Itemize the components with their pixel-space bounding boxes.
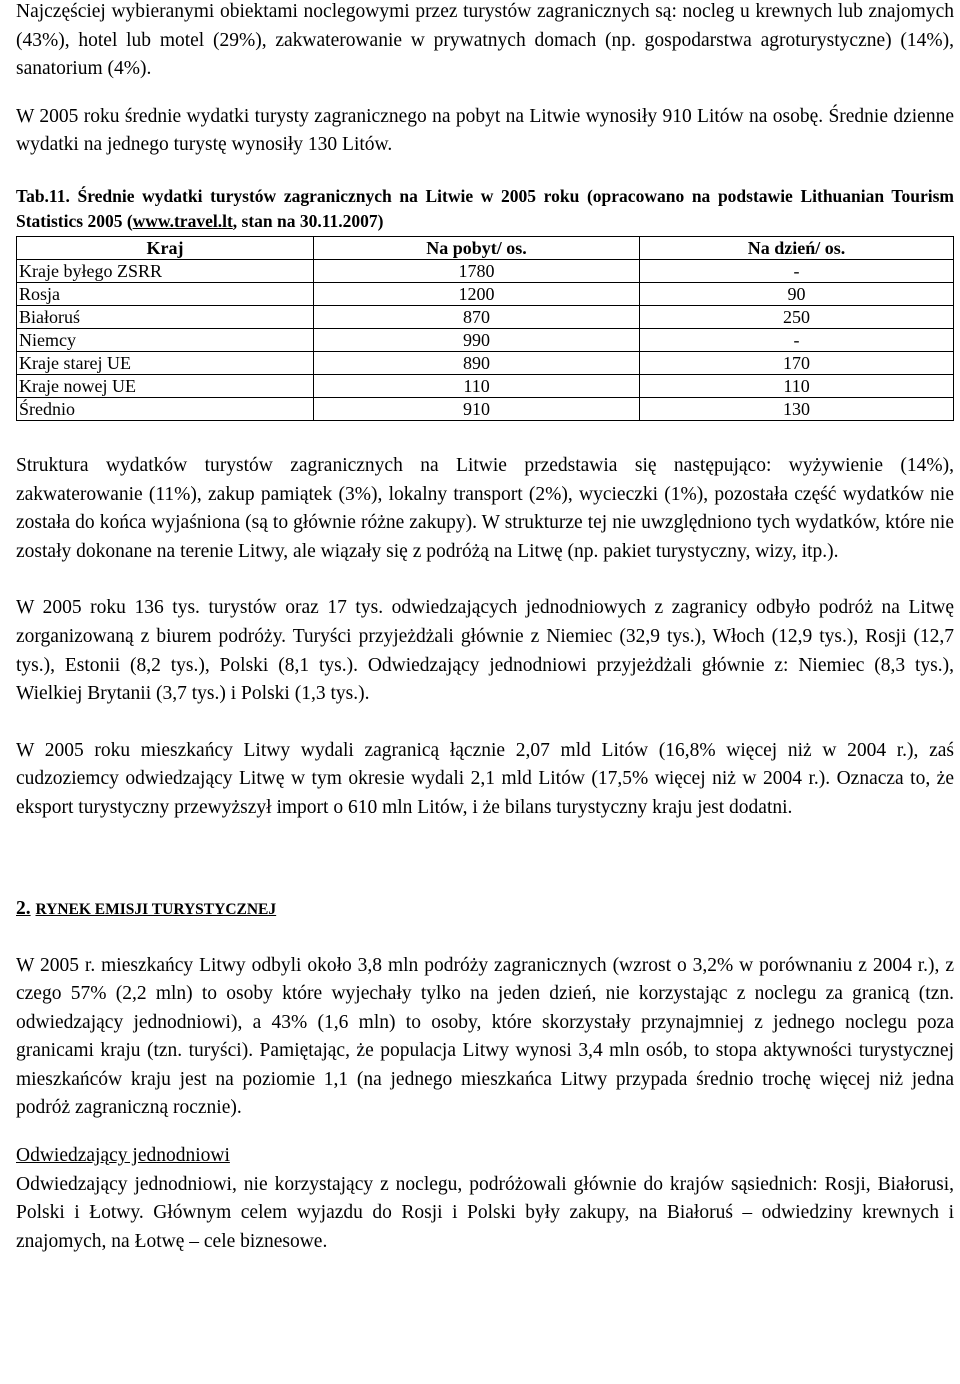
cell-per-stay: 990 — [314, 328, 640, 351]
section-number: 2. — [16, 897, 31, 919]
cell-country: Średnio — [17, 397, 314, 420]
cell-per-day: - — [640, 328, 954, 351]
section-title: RYNEK EMISJI TURYSTYCZNEJ — [35, 900, 277, 918]
section-heading — [16, 895, 954, 924]
cell-country: Kraje starej UE — [17, 351, 314, 374]
table-row — [17, 305, 954, 328]
header-per-day: Na dzień/ os. — [640, 236, 954, 259]
cell-per-day: 90 — [640, 282, 954, 305]
table-row — [17, 328, 954, 351]
table-caption — [16, 184, 954, 234]
table-header-row — [17, 236, 954, 259]
travel-link[interactable]: www.travel.lt — [132, 210, 233, 231]
table-row — [17, 282, 954, 305]
paragraph-tourism-balance: W 2005 roku mieszkańcy Litwy wydali zagranicą łącznie 2,07 mld Litów (16,8% więcej niż w 2004 r.), zaś cudzoziemcy odwiedzający Litwę w tym okresie wydali 2,1 mld Litów (17,5% więcej niż w 2004 r.). Oznacza to, że eksport turystyczny przewyższył import o 610 mln Litów, i że bilans turystyczny kraju jest dodatni. — [16, 739, 954, 818]
cell-country: Białoruś — [17, 305, 314, 328]
cell-per-day: 110 — [640, 374, 954, 397]
cell-per-day: - — [640, 259, 954, 282]
cell-country: Kraje byłego ZSRR — [17, 259, 314, 282]
table-caption-text: Tab.11. Średnie wydatki turystów zagranicznych na Litwie w 2005 roku (opracowano na podstawie Lithuanian Tourism Statistics 2005 ( — [16, 185, 954, 231]
cell-per-stay: 890 — [314, 351, 640, 374]
cell-per-stay: 110 — [314, 374, 640, 397]
header-country: Kraj — [17, 236, 314, 259]
table-row — [17, 374, 954, 397]
spending-table — [16, 236, 954, 421]
table-row — [17, 351, 954, 374]
cell-country: Niemcy — [17, 328, 314, 351]
cell-per-stay: 910 — [314, 397, 640, 420]
paragraph-average-spending: W 2005 roku średnie wydatki turysty zagranicznego na pobyt na Litwie wynosiły 910 Litów na osobę. Średnie dzienne wydatki na jednego turystę wynosiły 130 Litów. — [16, 105, 954, 156]
paragraph-day-visitors: Odwiedzający jednodniowi, nie korzystający z noclegu, podróżowali głównie do krajów sąsiednich: Rosji, Białorusi, Polski i Łotwy. Głównym celem wyjazdu do Rosji i Polski były zakupy, na Białoruś – odwiedziny krewnych i znajomych, na Łotwę – cele biznesowe. — [16, 1173, 954, 1252]
cell-per-day: 250 — [640, 305, 954, 328]
cell-country: Rosja — [17, 282, 314, 305]
subheading-day-visitors: Odwiedzający jednodniowi — [16, 1145, 230, 1167]
cell-per-stay: 1780 — [314, 259, 640, 282]
table-row — [17, 259, 954, 282]
paragraph-outbound-travel: W 2005 r. mieszkańcy Litwy odbyli około 3,8 mln podróży zagranicznych (wzrost o 3,2% w porównaniu z 2004 r.), z czego 57% (2,2 mln) to osoby które wyjechały tylko na jeden dzień, nie korzystając z noclegu za granicą (tzn. odwiedzający jednodniowi), a 43% (1,6 mln) to osoby, które skorzystały przynajmniej z jednego noclegu poza granicami kraju (tzn. turyści). Pamiętając, że populacja Litwy wynosi 3,4 mln osób, to stopa aktywności turystycznej mieszkańców kraju jest na poziomie 1,1 (na jednego mieszkańca Litwy przypada średnio trochę więcej niż jedna podróż zagraniczną rocznie). — [16, 954, 954, 1119]
paragraph-accommodation: Najczęściej wybieranymi obiektami noclegowymi przez turystów zagranicznych są: nocleg u krewnych lub znajomych (43%), hotel lub motel (29%), zakwaterowanie w prywatnych domach (np. gospodarstwa agroturystyczne) (14%), sanatorium (4%). — [16, 1, 954, 80]
cell-per-stay: 870 — [314, 305, 640, 328]
header-per-stay: Na pobyt/ os. — [314, 236, 640, 259]
paragraph-travel-agency: W 2005 roku 136 tys. turystów oraz 17 tys. odwiedzających jednodniowych z zagranicy odbyło podróż na Litwę zorganizowaną z biurem podróży. Turyści przyjeżdżali głównie z Niemiec (32,9 tys.), Włoch (12,9 tys.), Rosji (12,7 tys.), Estonii (8,2 tys.), Polski (8,1 tys.). Odwiedzający jednodniowi przyjeżdżali głównie z: Niemiec (8,3 tys.), Wielkiej Brytanii (3,7 tys.) i Polski (1,3 tys.). — [16, 597, 954, 705]
cell-per-day: 170 — [640, 351, 954, 374]
paragraph-spending-structure: Struktura wydatków turystów zagranicznych na Litwie przedstawia się następująco: wyżywienie (14%), zakwaterowanie (11%), zakup pamiątek (3%), lokalny transport (2%), wycieczki (1%), pozostała część wydatków nie została do końca wyjaśniona (są to głównie różne zakupy). W strukturze tej nie uwzględniono tych wydatków, które nie zostały dokonane na terenie Litwy, ale wiązały się z podróżą na Litwę (np. pakiet turystyczny, wizy, itp.). — [16, 454, 954, 562]
cell-per-stay: 1200 — [314, 282, 640, 305]
table-caption-date: , stan na 30.11.2007) — [232, 210, 384, 231]
cell-country: Kraje nowej UE — [17, 374, 314, 397]
cell-per-day: 130 — [640, 397, 954, 420]
table-row — [17, 397, 954, 420]
